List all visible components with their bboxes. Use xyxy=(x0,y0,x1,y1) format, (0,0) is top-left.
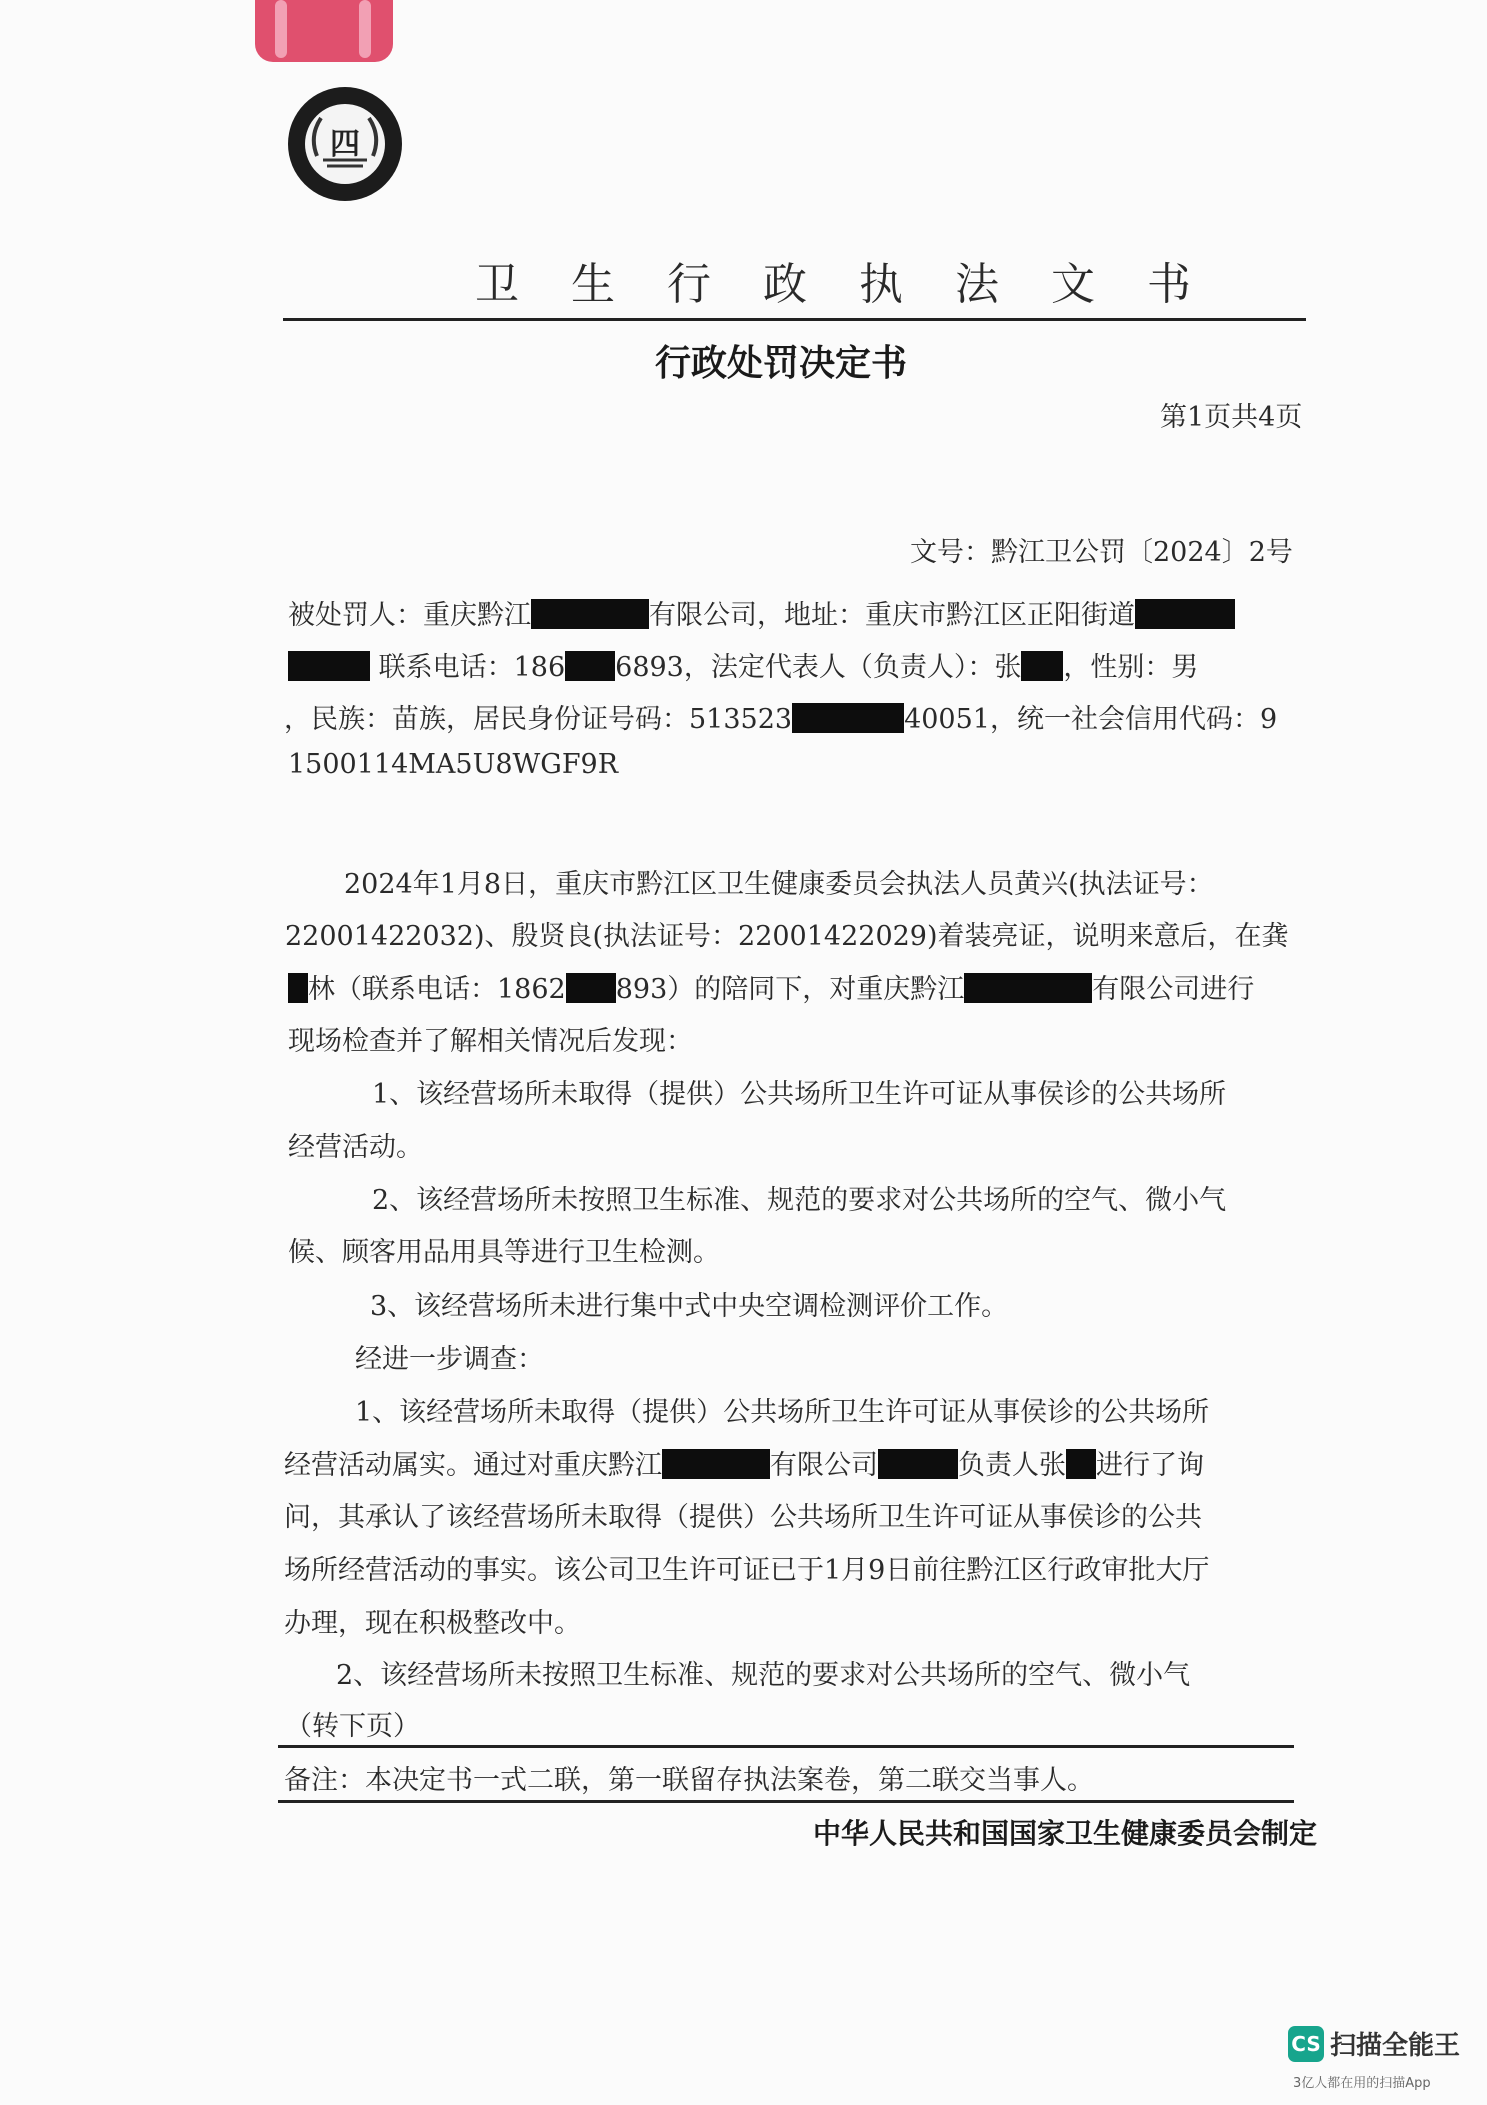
scanner-watermark xyxy=(1288,2025,1460,2062)
party-id-prefix: ，民族：苗族，居民身份证号码：513523 xyxy=(284,704,793,735)
redaction-phone xyxy=(565,651,615,681)
redaction-id-number xyxy=(792,703,904,733)
redaction-companion-phone xyxy=(566,973,616,1003)
investigation-heading: 经进一步调查： xyxy=(355,1344,544,1375)
investigation-1-line-5: 办理，现在积极整改中。 xyxy=(284,1608,581,1639)
inspection-text: 有限公司进行 xyxy=(1092,974,1255,1005)
document-number: 文号：黔江卫公罚〔2024〕2号 xyxy=(910,537,1293,568)
remark-note: 备注：本决定书一式二联，第一联留存执法案卷，第二联交当事人。 xyxy=(284,1765,1094,1796)
finding-2-line-1: 2、该经营场所未按照卫生标准、规范的要求对公共场所的空气、微小气 xyxy=(372,1185,1227,1216)
body-line-3 xyxy=(288,967,1254,1006)
party-line-3 xyxy=(284,697,1277,736)
companion-text: 893）的陪同下，对重庆黔江 xyxy=(615,974,965,1005)
redaction-company-3 xyxy=(662,1449,770,1479)
redaction-company xyxy=(531,599,649,629)
party-phone-prefix: 联系电话：186 xyxy=(378,652,566,683)
party-name-prefix: 被处罚人：重庆黔江 xyxy=(288,600,531,631)
party-line-2 xyxy=(288,645,1198,684)
party-credit-code-prefix: 40051，统一社会信用代码：9 xyxy=(904,704,1278,735)
decision-title: 行政处罚决定书 xyxy=(655,342,908,384)
investigation-2-line-1: 2、该经营场所未按照卫生标准、规范的要求对公共场所的空气、微小气 xyxy=(336,1660,1191,1691)
continued-note: （转下页） xyxy=(285,1711,420,1742)
investigation-text-c: 负责人张 xyxy=(958,1450,1066,1481)
party-gender: ，性别：男 xyxy=(1063,652,1199,683)
emblem-seal xyxy=(287,86,403,202)
finding-1-line-1: 1、该经营场所未取得（提供）公共场所卫生许可证从事侯诊的公共场所 xyxy=(372,1079,1227,1110)
party-line-1 xyxy=(288,593,1235,632)
investigation-1-line-4: 场所经营活动的事实。该公司卫生许可证已于1月9日前往黔江区行政审批大厅 xyxy=(284,1555,1210,1586)
scanner-tagline: 3亿人都在用的扫描App xyxy=(1293,2076,1431,2091)
finding-1-line-2: 经营活动。 xyxy=(288,1132,423,1163)
redaction-person-name xyxy=(1066,1449,1096,1479)
cs-logo-icon: CS xyxy=(1288,2026,1324,2062)
investigation-1-line-3: 问，其承认了该经营场所未取得（提供）公共场所卫生许可证从事侯诊的公共 xyxy=(284,1502,1202,1533)
svg-text:四: 四 xyxy=(330,127,360,162)
finding-3: 3、该经营场所未进行集中式中央空调检测评价工作。 xyxy=(370,1291,1009,1322)
body-line-2: 22001422032)、殷贤良(执法证号：22001422029)着装亮证，说明来意后，在龚 xyxy=(285,921,1289,952)
issuing-authority: 中华人民共和国国家卫生健康委员会制定 xyxy=(813,1817,1318,1850)
body-line-4: 现场检查并了解相关情况后发现： xyxy=(288,1026,693,1057)
redaction-companion-name xyxy=(288,973,308,1003)
party-address: 有限公司，地址：重庆市黔江区正阳街道 xyxy=(649,600,1135,631)
investigation-1-line-2 xyxy=(284,1443,1204,1482)
body-line-1: 2024年1月8日，重庆市黔江区卫生健康委员会执法人员黄兴(执法证号： xyxy=(344,869,1214,900)
redaction-representative xyxy=(1021,651,1063,681)
finding-2-line-2: 候、顾客用品用具等进行卫生检测。 xyxy=(288,1237,720,1268)
header-rule xyxy=(283,318,1306,321)
investigation-text-d: 进行了询 xyxy=(1096,1450,1204,1481)
party-line-4: 1500114MA5U8WGF9R xyxy=(288,749,619,780)
investigation-1-line-1: 1、该经营场所未取得（提供）公共场所卫生许可证从事侯诊的公共场所 xyxy=(355,1397,1210,1428)
binder-clip xyxy=(255,0,393,62)
companion-phone-prefix: 林（联系电话：1862 xyxy=(308,974,566,1005)
investigation-text-b: 有限公司 xyxy=(770,1450,878,1481)
party-representative: 6893，法定代表人（负责人）：张 xyxy=(615,652,1022,683)
redaction-address-end xyxy=(288,651,370,681)
scanner-app-name: 扫描全能王 xyxy=(1330,2031,1461,2061)
footer-rule-bottom xyxy=(278,1800,1294,1803)
redaction-company-2 xyxy=(964,973,1092,1003)
redaction-address xyxy=(1135,599,1235,629)
page-info: 第1页共4页 xyxy=(1160,402,1303,433)
redaction-person-role xyxy=(878,1449,958,1479)
footer-rule-top xyxy=(278,1745,1294,1748)
document-type-title: 卫生行政执法文书 xyxy=(475,259,1243,310)
investigation-text-a: 经营活动属实。通过对重庆黔江 xyxy=(284,1450,662,1481)
